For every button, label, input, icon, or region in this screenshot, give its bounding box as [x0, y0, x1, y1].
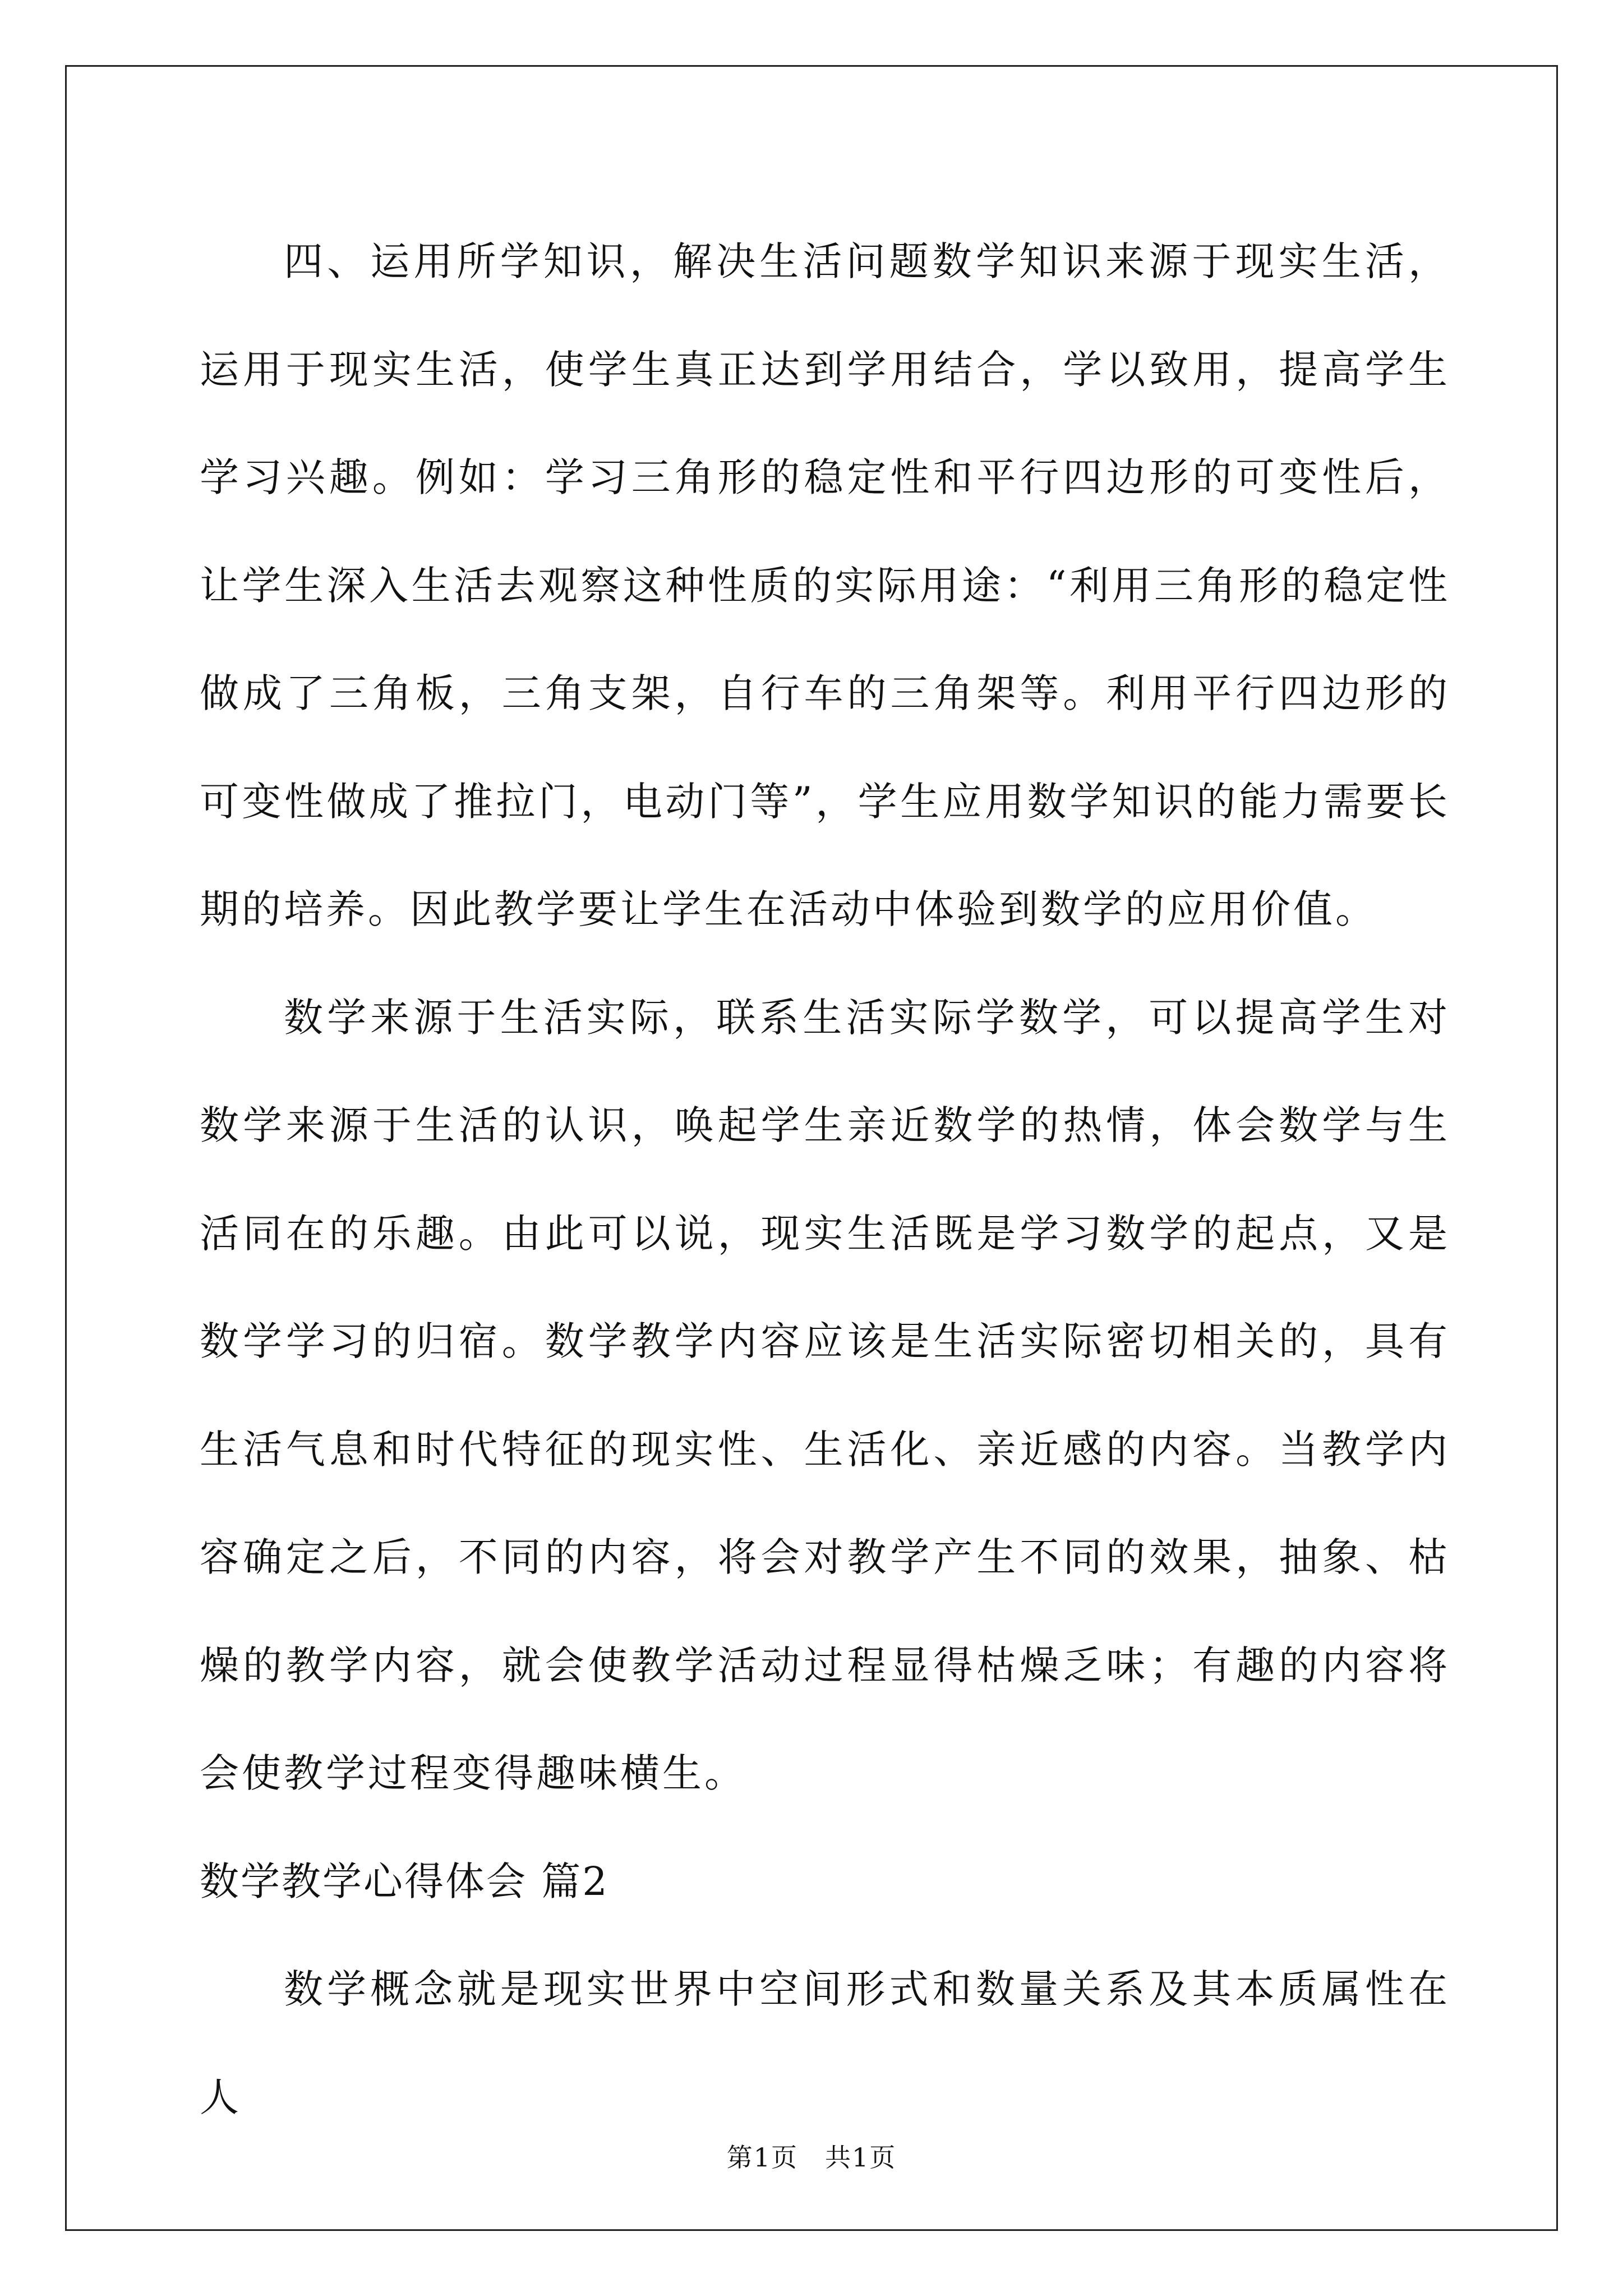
paragraph-2: 数学来源于生活实际，联系生活实际学数学，可以提高学生对数学来源于生活的认识，唤起学生亲近数学的热情，体会数学与生活同在的乐趣。由此可以说，现实生活既是学习数学的起点，又是数学学习的归宿。数学教学内容应该是生活实际密切相关的，具有生活气息和时代特征的现实性、生活化、亲近感的内容。当教学内容确定之后，不同的内容，将会对教学产生不同的效果，抽象、枯燥的教学内容，就会使教学活动过程显得枯燥乏味；有趣的内容将会使教学过程变得趣味横生。 — [200, 994, 1450, 1796]
section-heading: 数学教学心得体会 篇2 — [200, 1858, 609, 1904]
page-footer: 第1页 共1页 — [726, 2142, 897, 2173]
section-paragraph: 数学概念就是现实世界中空间形式和数量关系及其本质属性在人 — [200, 1966, 1450, 2120]
document-body — [200, 208, 1450, 2151]
paragraph-1: 四、运用所学知识，解决生活问题数学知识来源于现实生活，运用于现实生活，使学生真正达到学用结合，学以致用，提高学生学习兴趣。例如：学习三角形的稳定性和平行四边形的可变性后，让学生深入生活去观察这种性质的实际用途：“利用三角形的稳定性做成了三角板，三角支架，自行车的三角架等。利用平行四边形的可变性做成了推拉门，电动门等”，学生应用数学知识的能力需要长期的培养。因此教学要让学生在活动中体验到数学的应用价值。 — [200, 238, 1450, 932]
